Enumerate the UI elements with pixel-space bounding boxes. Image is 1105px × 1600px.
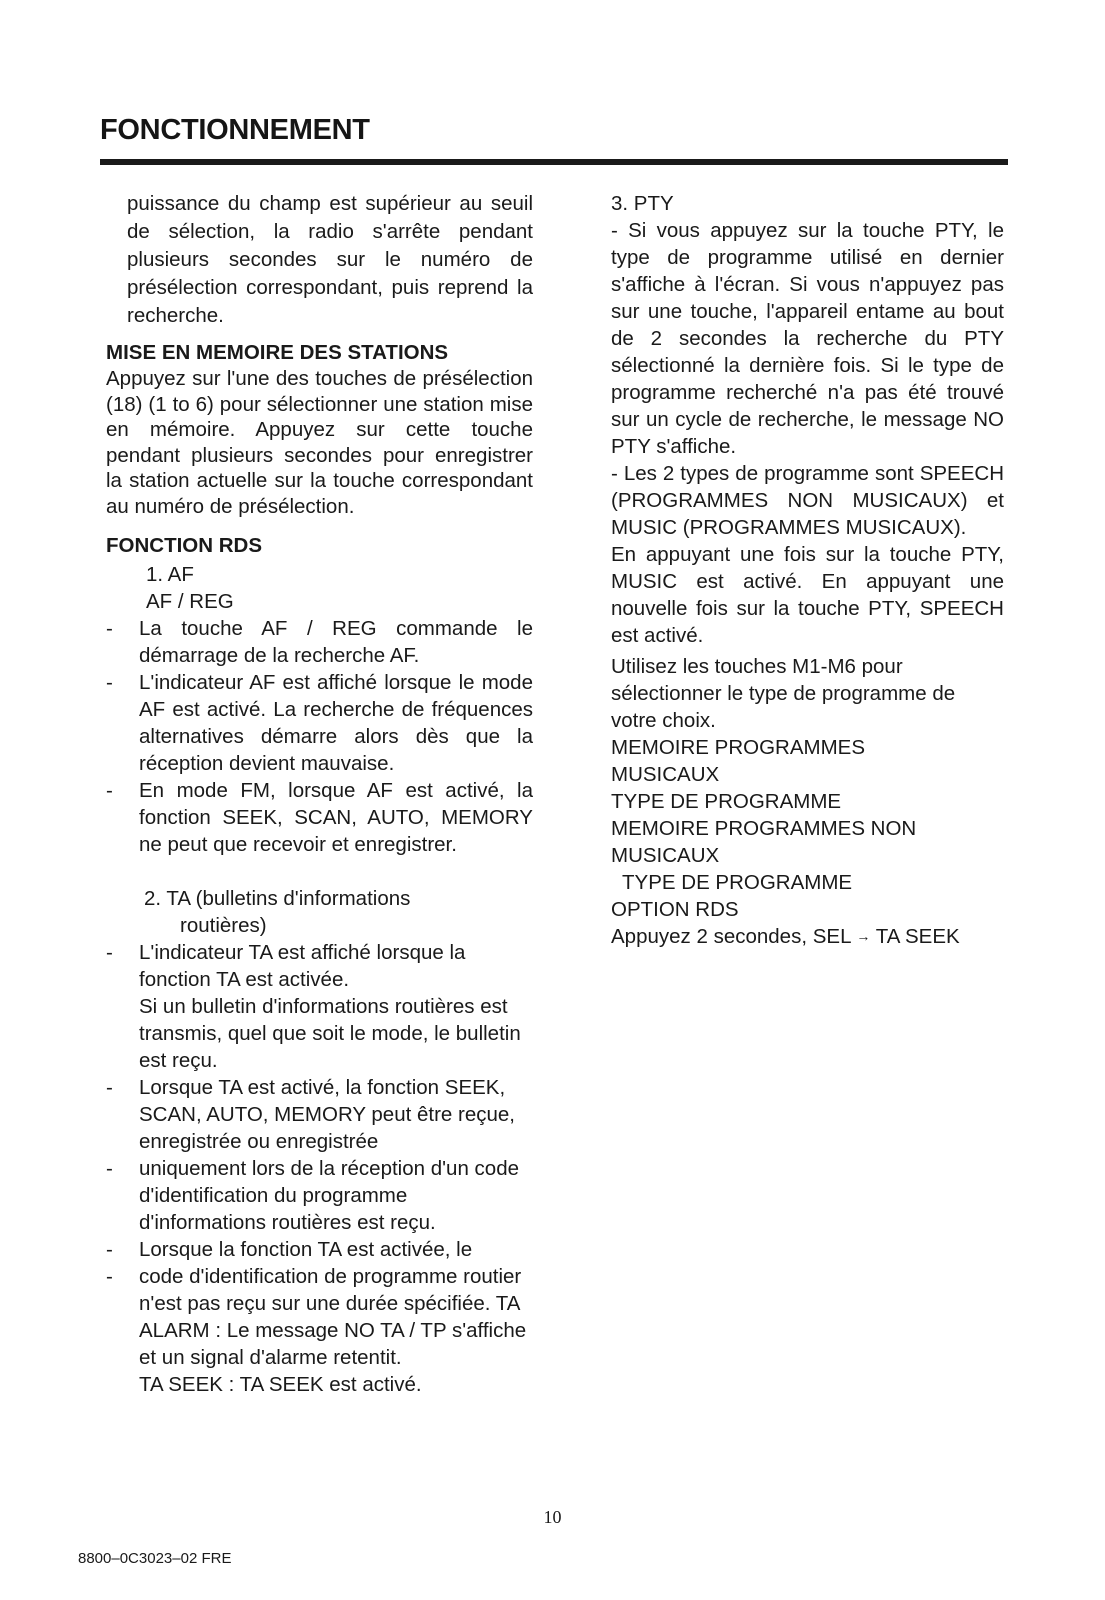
page-number: 10 [543,1507,562,1527]
list-item: - Lorsque la fonction TA est activée, le [106,1238,473,1261]
memoire-heading: MISE EN MEMOIRE DES STATIONS [106,341,449,364]
title-rule [100,159,1008,165]
memoire-paragraph: Appuyez sur l'une des touches de présélection (18) (1 to 6) pour sélectionner une station mise en mémoire. Appuyez sur cette touche pendant plusieurs secondes pour enregistrer la station actuelle sur la touche correspondant au numéro de présélection. [106,367,533,518]
af-subtitle: AF / REG [146,590,234,613]
option-line: TYPE DE PROGRAMME [611,790,842,813]
list-item: - Lorsque TA est activé, la fonction SEEK, SCAN, AUTO, MEMORY peut être reçue, enregistrée ou enregistrée [106,1076,515,1153]
option-line: OPTION RDS [611,898,739,921]
right-column [611,190,1004,950]
document-code: 8800–0C3023–02 FRE [78,1550,232,1567]
option-line: MEMOIRE PROGRAMMES [611,736,865,759]
list-item: - code d'identification de programme routier n'est pas reçu sur une durée spécifiée. TA ALARM : Le message NO TA / TP s'affiche et un signal d'alarme retentit. TA SEEK : TA SEEK est activé. [106,1265,527,1396]
pty-paragraph-3: En appuyant une fois sur la touche PTY, MUSIC est activé. En appuyant une nouvelle fois sur la touche PTY, SPEECH est activé. [611,543,1004,647]
instruction-line: Appuyez 2 secondes, SEL → TA SEEK [611,925,960,948]
af-number: 1. AF [146,563,194,586]
rds-heading: FONCTION RDS [106,534,263,557]
option-line: MUSICAUX [611,844,720,867]
pty-paragraph-2: - Les 2 types de programme sont SPEECH (PROGRAMMES NON MUSICAUX) et MUSIC (PROGRAMMES MUSICAUX). [611,462,1004,539]
list-item: - La touche AF / REG commande le démarrage de la recherche AF. [106,617,533,667]
ta-number: 2. TA (bulletins d'informations routières) [144,887,411,937]
page-title: FONCTIONNEMENT [100,114,370,146]
pty-number: 3. PTY [611,192,674,215]
option-line: MEMOIRE PROGRAMMES NON [611,817,917,840]
list-item: - En mode FM, lorsque AF est activé, la fonction SEEK, SCAN, AUTO, MEMORY ne peut que recevoir et enregistrer. [106,779,533,856]
pty-paragraph-1: - Si vous appuyez sur la touche PTY, le type de programme utilisé en dernier s'affiche à l'écran. Si vous n'appuyez pas sur une touche, l'appareil entame au bout de 2 secondes la recherche du PTY sélectionné la dernière fois. Si le type de programme recherché n'a pas été trouvé sur un cycle de recherche, le message NO PTY s'affiche. [611,219,1004,458]
option-line: TYPE DE PROGRAMME [611,871,853,894]
option-line: MUSICAUX [611,763,720,786]
intro-paragraph: puissance du champ est supérieur au seuil de sélection, la radio s'arrête pendant plusieurs secondes sur le numéro de présélection correspondant, puis reprend la recherche. [127,192,533,327]
pty-paragraph-4: Utilisez les touches M1-M6 pour sélectionner le type de programme de votre choix. [611,655,956,732]
list-item: - L'indicateur TA est affiché lorsque la fonction TA est activée. Si un bulletin d'informations routières est transmis, quel que soit le mode, le bulletin est reçu. [106,941,521,1072]
list-item: - L'indicateur AF est affiché lorsque le mode AF est activé. La recherche de fréquences alternatives démarre alors dès que la réception devient mauvaise. [106,671,533,775]
list-item: - uniquement lors de la réception d'un code d'identification du programme d'informations routières est reçu. [106,1157,520,1234]
right-arrow-icon: → [856,928,871,944]
left-column [106,190,533,1398]
